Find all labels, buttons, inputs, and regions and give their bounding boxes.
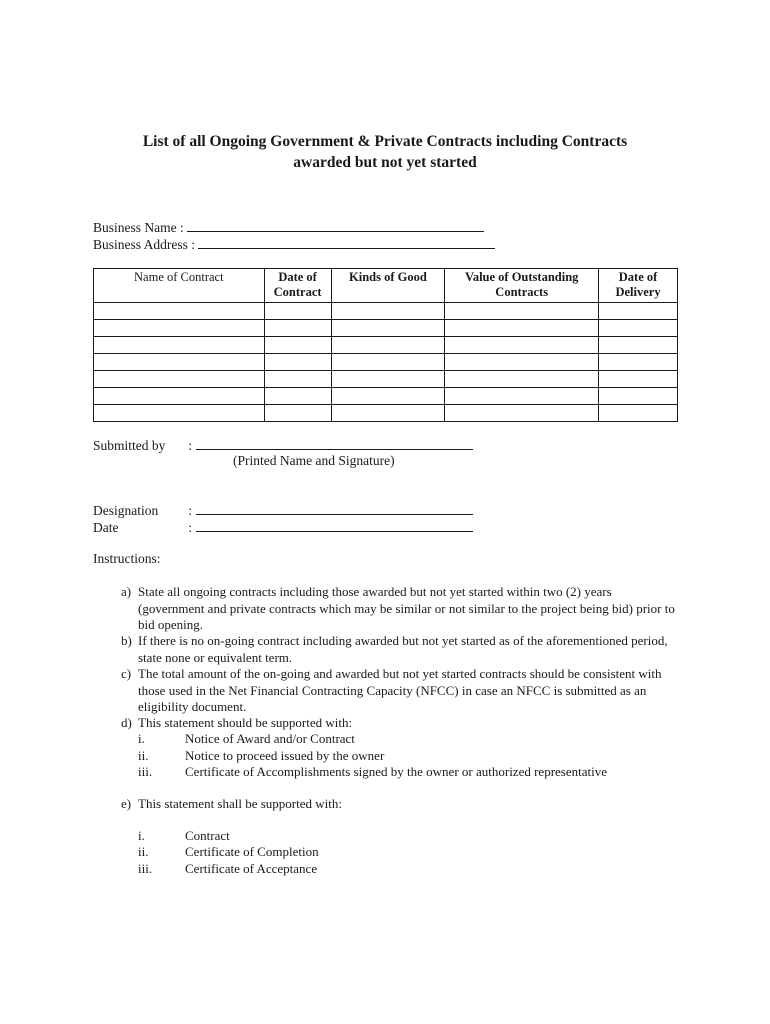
contracts-table — [93, 268, 678, 422]
table-cell[interactable] — [264, 371, 331, 388]
table-cell[interactable] — [94, 337, 265, 354]
business-name-label: Business Name : — [93, 220, 184, 235]
instruction-item-d — [121, 715, 681, 732]
subitem-text: Notice of Award and/or Contract — [185, 731, 355, 746]
table-cell[interactable] — [264, 303, 331, 320]
subitem-number: iii. — [138, 861, 153, 876]
table-cell[interactable] — [94, 388, 265, 405]
date-row — [93, 518, 473, 536]
table-cell[interactable] — [264, 320, 331, 337]
instruction-item-c — [121, 666, 681, 716]
instruction-text: If there is no on-going contract including awarded but not yet started as of the aforementioned period, state none or equivalent term. — [138, 633, 668, 665]
column-header: Date of Contract — [264, 269, 331, 303]
title-line-2: awarded but not yet started — [293, 154, 477, 171]
submitted-by-row — [93, 436, 473, 454]
table-cell[interactable] — [264, 405, 331, 422]
table-row — [94, 337, 678, 354]
subitem-text: Contract — [185, 828, 230, 843]
table-cell[interactable] — [599, 303, 678, 320]
table-cell[interactable] — [331, 371, 445, 388]
designation-field[interactable] — [196, 501, 473, 515]
title-line-1: List of all Ongoing Government & Private Contracts including Contracts — [142, 133, 628, 150]
instruction-mark: e) — [121, 796, 132, 811]
date-field[interactable] — [196, 518, 473, 532]
instruction-mark: c) — [121, 666, 132, 681]
table-cell[interactable] — [264, 388, 331, 405]
table-cell[interactable] — [599, 388, 678, 405]
table-cell[interactable] — [94, 371, 265, 388]
table-cell[interactable] — [331, 303, 445, 320]
business-address-label: Business Address : — [93, 237, 196, 252]
business-address-row — [93, 235, 495, 253]
instruction-text: The total amount of the on-going and awarded but not yet started contracts should be consistent with those used in the Net Financial Contracting Capacity (NFCC) in case an NFCC is submitted as an eligibility document. — [138, 666, 662, 714]
subitem-number: ii. — [138, 748, 149, 763]
column-header: Date of Delivery — [599, 269, 678, 303]
table-cell[interactable] — [445, 354, 599, 371]
instruction-item-e — [121, 796, 681, 813]
table-cell[interactable] — [599, 405, 678, 422]
column-header: Kinds of Good — [331, 269, 445, 303]
subitem-number: iii. — [138, 764, 153, 779]
instruction-text: This statement should be supported with: — [138, 715, 353, 730]
submitted-by-label: Submitted by — [93, 438, 166, 453]
table-row — [94, 405, 678, 422]
table-cell[interactable] — [94, 405, 265, 422]
business-name-field[interactable] — [187, 218, 484, 232]
table-row — [94, 303, 678, 320]
table-cell[interactable] — [599, 371, 678, 388]
table-cell[interactable] — [94, 320, 265, 337]
submitted-by-field[interactable] — [196, 436, 473, 450]
table-cell[interactable] — [599, 337, 678, 354]
date-label: Date — [93, 520, 119, 535]
subitem-text: Certificate of Accomplishments signed by the owner or authorized representative — [185, 764, 607, 779]
table-cell[interactable] — [445, 388, 599, 405]
table-header-row — [94, 269, 678, 303]
submitted-by-colon: : — [188, 438, 193, 453]
table-row — [94, 354, 678, 371]
table-cell[interactable] — [264, 354, 331, 371]
table-cell[interactable] — [331, 354, 445, 371]
table-cell[interactable] — [331, 320, 445, 337]
designation-row — [93, 501, 473, 519]
subitem-text: Certificate of Completion — [185, 844, 319, 859]
business-address-field[interactable] — [198, 235, 495, 249]
table-cell[interactable] — [94, 354, 265, 371]
table-cell[interactable] — [331, 337, 445, 354]
table-cell[interactable] — [599, 320, 678, 337]
table-cell[interactable] — [599, 354, 678, 371]
date-colon: : — [188, 520, 193, 535]
instruction-item-a — [121, 584, 681, 634]
column-header: Name of Contract — [94, 269, 265, 303]
subitem-number: i. — [138, 828, 145, 843]
subitem-text: Certificate of Acceptance — [185, 861, 318, 876]
table-row — [94, 388, 678, 405]
subitem-text: Notice to proceed issued by the owner — [185, 748, 385, 763]
instruction-mark: d) — [121, 715, 132, 730]
table-cell[interactable] — [445, 371, 599, 388]
table-cell[interactable] — [331, 388, 445, 405]
table-cell[interactable] — [445, 320, 599, 337]
table-cell[interactable] — [94, 303, 265, 320]
subitem-number: ii. — [138, 844, 149, 859]
instructions-heading: Instructions: — [93, 551, 161, 566]
table-cell[interactable] — [445, 303, 599, 320]
table-cell[interactable] — [445, 337, 599, 354]
table-cell[interactable] — [264, 337, 331, 354]
table-cell[interactable] — [331, 405, 445, 422]
printed-name-note: (Printed Name and Signature) — [233, 453, 395, 468]
document-title — [0, 131, 770, 173]
table-cell[interactable] — [445, 405, 599, 422]
column-header: Value of Outstanding Contracts — [445, 269, 599, 303]
table-row — [94, 320, 678, 337]
table-row — [94, 371, 678, 388]
instruction-mark: b) — [121, 633, 132, 648]
instruction-mark: a) — [121, 584, 132, 599]
subitem-number: i. — [138, 731, 145, 746]
instruction-text: State all ongoing contracts including those awarded but not yet started within two (2) years (government and private contracts which may be similar or not similar to the project being bid) prior to bid opening. — [138, 584, 675, 632]
designation-label: Designation — [93, 503, 159, 518]
instruction-item-b — [121, 633, 681, 666]
designation-colon: : — [188, 503, 193, 518]
business-name-row — [93, 218, 484, 236]
instruction-text: This statement shall be supported with: — [138, 796, 342, 811]
